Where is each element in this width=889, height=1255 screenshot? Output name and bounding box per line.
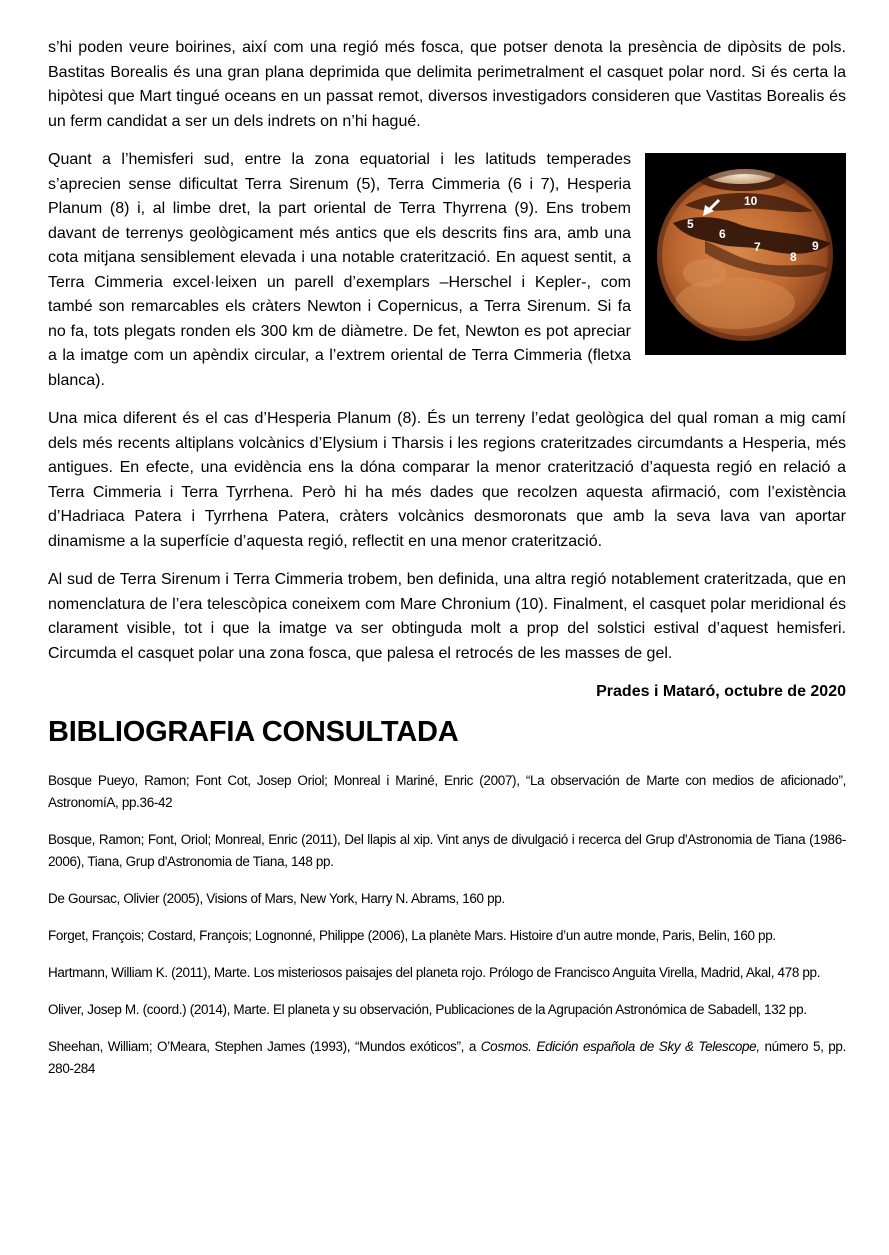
bibliography-item-italic: Cosmos. Edición española de Sky & Telescope,: [480, 1039, 760, 1054]
label-8: 8: [790, 250, 797, 264]
paragraph-4: Al sud de Terra Sirenum i Terra Cimmeria trobem, ben definida, una altra regió notablement crateritzada, que en nomenclatura de l’era telescòpica coneixem com Mare Chronium (10). Finalment, el casquet polar meridional és clarament visible, tot i que la imatge va ser obtinguda molt a prop del solstici estival d’aquest hemisferi. Circumda el casquet polar una zona fosca, que palesa el retrocés de les masses de gel.: [48, 571, 846, 662]
paragraph-2: Quant a l’hemisferi sud, entre la zona equatorial i les latituds temperades s’aprecien sense dificultat Terra Sirenum (5), Terra Cimmeria (6 i 7), Hesperia Planum (8) i, al limbe dret, la part oriental de Terra Thyrrena (9). Ens trobem davant de terrenys geològicament més antics que els descrits fins ara, amb una cota mitjana sensiblement elevada i una notable craterització. En aquest sentit, a Terra Cimmeria excel·leixen un parell d’exemplars –Herschel i Kepler-, com també son remarcables els cràters Newton i Copernicus, a Terra Sirenum. Si fa no fa, tots plegats ronden els 300 km de diàmetre. De fet, Newton es pot apreciar a la imatge com un apèndix circular, a l’extrem oriental de Terra Cimmeria (fletxa blanca).: [48, 151, 631, 389]
mars-disc-illustration: [645, 153, 846, 355]
bibliography-item: [48, 1036, 846, 1080]
bibliography-item-post: número 5, pp. 280-284: [48, 1039, 846, 1076]
label-7: 7: [754, 240, 761, 254]
bibliography-item: Bosque, Ramon; Font, Oriol; Monreal, Enric (2011), Del llapis al xip. Vint anys de divulgació i recerca del Grup d'Astronomia de Tiana (1986-2006), Tiana, Grup d'Astronomia de Tiana, 148 pp.: [48, 832, 846, 869]
label-5: 5: [687, 217, 694, 231]
paragraph-3: Una mica diferent és el cas d’Hesperia Planum (8). És un terreny l’edat geològica del qual roman a mig camí dels més recents altiplans volcànics d’Elysium i Tharsis i les regions crateritzades circumdants a Hesperia, més antigues. En efecte, una evidència ens la dóna comparar la menor craterització d’aquesta regió en relació a Terra Cimmeria i Terra Tyrrhena. Però hi ha més dades que recolzen aquesta afirmació, com l’existència d’Hadriaca Patera i Tyrrhena Patera, cràters volcànics desmoronats que amb la seva lava van aportar dinamisme a la superfície d’aquesta regió, reflectit en una menor craterització.: [48, 410, 846, 550]
bibliography-item: Bosque Pueyo, Ramon; Font Cot, Josep Oriol; Monreal i Mariné, Enric (2007), “La observación de Marte con medios de aficionado”, AstronomíA, pp.36-42: [48, 773, 846, 810]
bibliography-item: Forget, François; Costard, François; Lognonné, Philippe (2006), La planète Mars. Histoire d’un autre monde, Paris, Belin, 160 pp.: [48, 928, 776, 943]
bibliography-item-pre: Sheehan, William; O’Meara, Stephen James (1993), “Mundos exóticos”, a: [48, 1039, 481, 1054]
document-page: [48, 36, 846, 1095]
signoff: Prades i Mataró, octubre de 2020: [596, 683, 846, 700]
label-10: 10: [744, 194, 758, 208]
paragraph-1: s’hi poden veure boirines, així com una regió més fosca, que potser denota la presència de dipòsits de pols. Bastitas Borealis és una gran plana deprimida que delimita perimetralment el casquet polar nord. Si és certa la hipòtesi que Mart tingué oceans en un passat remot, diversos investigadors consideren que Vastitas Borealis és un ferm candidat a ser un dels indrets on n’hi hagué.: [48, 39, 846, 130]
label-6: 6: [719, 227, 726, 241]
label-9: 9: [812, 239, 819, 253]
section-heading: BIBLIOGRAFIA CONSULTADA: [48, 716, 459, 748]
mars-image: [645, 153, 846, 355]
bibliography-item: Oliver, Josep M. (coord.) (2014), Marte. El planeta y su observación, Publicaciones de la Agrupación Astronómica de Sabadell, 132 pp.: [48, 1002, 807, 1017]
bibliography-list: [48, 770, 846, 1080]
bibliography-item: Hartmann, William K. (2011), Marte. Los misteriosos paisajes del planeta rojo. Prólogo de Francisco Anguita Virella, Madrid, Akal, 478 pp.: [48, 965, 821, 980]
bibliography-item: De Goursac, Olivier (2005), Visions of Mars, New York, Harry N. Abrams, 160 pp.: [48, 891, 505, 906]
